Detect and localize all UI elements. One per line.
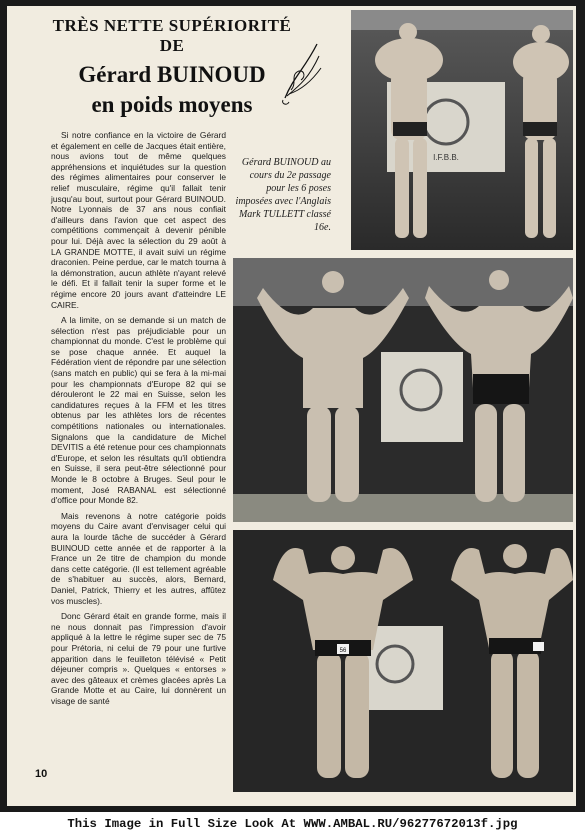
title-line-3: en poids moyens	[91, 92, 253, 117]
photo-top-posers	[351, 10, 573, 250]
article-title	[42, 16, 302, 118]
title-line-1: TRÈS NETTE SUPÉRIORITÉ DE	[52, 16, 292, 55]
watermark-banner: This Image in Full Size Look At WWW.AMBAL.RU/96277672013f.jpg	[0, 812, 585, 837]
photo-back-poses	[233, 258, 573, 522]
page-number: 10	[35, 768, 48, 780]
competitor-number-tag: 56	[339, 648, 347, 654]
photo-caption: Gérard BUINOUD au cours du 2e passage pour les 6 poses imposées avec l'Anglais Mark TULLETT classé 16e.	[235, 157, 331, 233]
title-line-2: Gérard BUINOUD	[78, 62, 266, 87]
paragraph-2: A la limite, on se demande si un match de sélection n'est pas préjudiciable pour un championnat du monde. C'est le problème qui se pose chaque année. Et auquel la Fédération vient de répondre par une sélection (sans match en public) qui se fera à la mi-mai pour les championnats d'Europe 82 qui se dérouleront le 22 mai en Suisse, selon les candidatures reçues à la FFM et les titres obtenus par les athlètes lors de récentes compétitions nationales ou internationales. Signalons que la candidature de Michel DEVITIS a été retenue pour ces championnats d'Europe, et selon les résultats qu'il obtiendra en Suisse, il sera peut-être sélectionné pour Monde le 8 octobre à Bruges. Seul pour le moment, José RABANAL est sélectionné d'office pour Monde 82.	[51, 315, 226, 506]
banner-label: I.F.B.B.	[433, 153, 459, 162]
paragraph-1: Si notre confiance en la victoire de Gérard et également en celle de Jacques était entière, nous avions tout de même quelques appréhensions et inquiétudes sur la question des régimes alimentaires pour conserver le relief musculaire, régime qu'il fallait tenir jusqu'au bout, surtout pour Gérard BUINOUD. Notre Lyonnais de 37 ans nous confiait d'ailleurs dans l'avion que cet aspect des compétitions commençait à devenir pénible pour lui. Déjà avec la sélection du 29 août à LA GRANDE MOTTE, il avait suivi un régime draconien. Peine perdue, car le match tourna à la démonstration, aucun athlète n'ayant relevé le défi. Et il fallait tenir la super forme et le régime encore 20 jours avant d'atteindre LE CAIRE.	[51, 130, 226, 310]
paragraph-4: Donc Gérard était en grande forme, mais il ne nous donnait pas l'impression d'avoir appliqué à la lettre le régime super sec de 75 pour Prétoria, ni celui de 79 pour une furtive apparition dans le feuilleton télévisé « Petit déjeuner compris ». Quelques « entorses » avec des gâteaux et crèmes glacées après La Grande Motte et au Caire, lui donnèrent un visage de santé	[51, 611, 226, 706]
magazine-page	[7, 6, 576, 806]
photo-front-double-biceps	[233, 530, 573, 792]
article-body	[51, 130, 226, 711]
flourish-ornament-icon	[279, 38, 323, 108]
paragraph-3: Mais revenons à notre catégorie poids moyens du Caire avant d'envisager celui qui aura la lourde tâche de succéder à Gérard BUINOUD cette année et de rapporter à la France un 2e titre de champion du monde dans cette catégorie. (Il est tellement agréable de s'habituer au succès, alors, Bernard, Daniel, Patrick, Thierry et les autres, affûtez vos muscles).	[51, 510, 226, 606]
